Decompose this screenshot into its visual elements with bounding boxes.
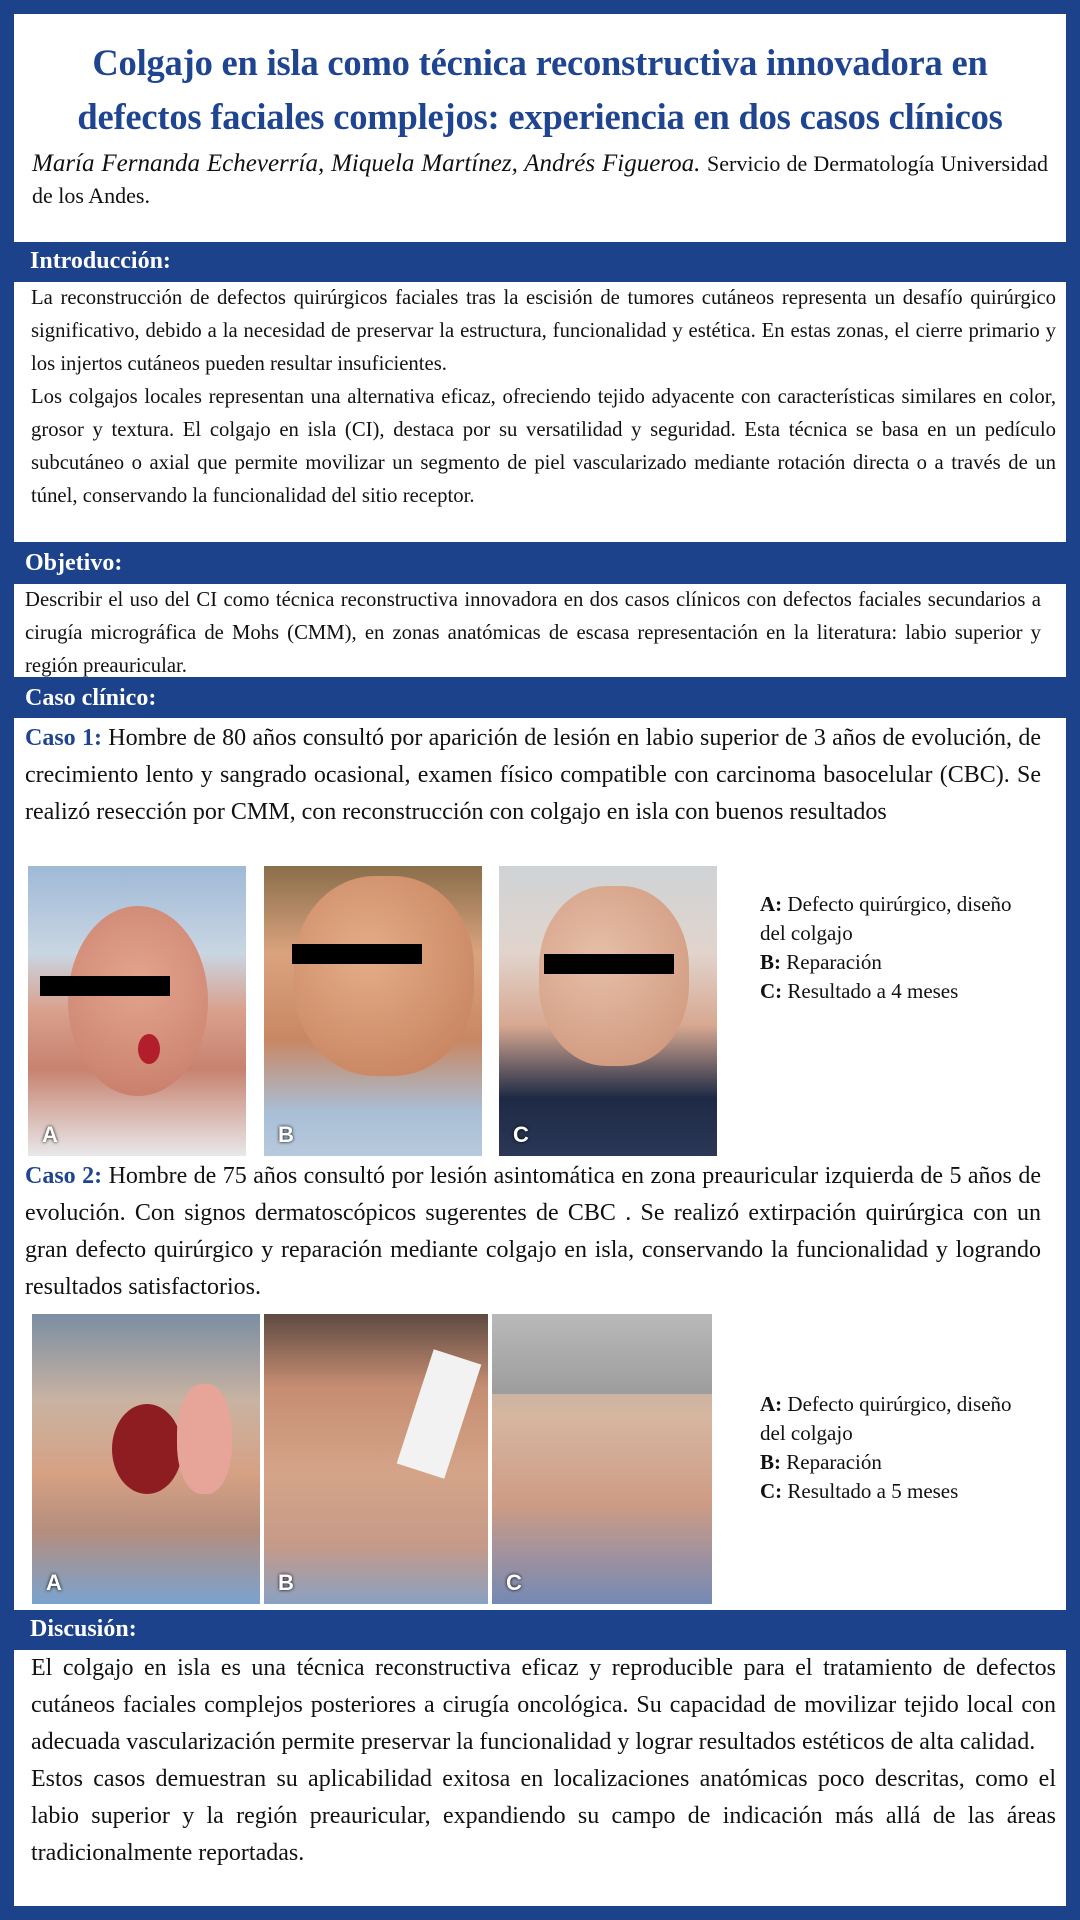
photo-label-c-2: C [506,1570,522,1595]
case-section [14,718,1066,1610]
case2-photo-b [264,1314,488,1604]
case1-legend: A: Defecto quirúrgico, diseño del colgajo B: Reparación C: Resultado a 4 meses [760,892,1012,1003]
objective-paragraph: Describir el uso del CI como técnica reconstructiva innovadora en dos casos clínicos con defectos faciales secundarios a cirugía micrográfica de Mohs (CMM), en zonas anatómicas de escasa representación en la literatura: labio superior y región preauricular. [25,589,1041,677]
author-names: María Fernanda Echeverría, Miquela Martínez, Andrés Figueroa. [32,150,701,177]
case2-text: Hombre de 75 años consultó por lesión asintomática en zona preauricular izquierda de 5 años de evolución. Con signos dermatoscópicos sugerentes de CBC . Se realizó extirpación quirúrgica con un gran defecto quirúrgico y reparación mediante colgajo en isla, conservando la funcionalidad y logrando resultados satisfactorios. [25,1163,1042,1300]
case1-b-eye-bar [292,944,422,964]
objective-heading: Objetivo: [25,550,123,576]
case1-c-eye-bar [544,954,674,974]
case2-paragraph [25,1158,1041,1306]
photo-label-b: B [278,1122,294,1147]
photo-label-c: C [513,1122,529,1147]
photo-label-a-2: A [46,1570,62,1595]
discussion-paragraph-1: El colgajo en isla es una técnica reconstructiva eficaz y reproducible para el tratamiento de defectos cutáneos faciales complejos posteriores a cirugía oncológica. Su capacidad de movilizar tejido local con adecuada vascularización permite preservar la funcionalidad y lograr resultados estéticos de alta calidad. [31,1655,1056,1755]
title-block [14,14,1066,242]
discussion-section [14,1650,1066,1906]
case1-label: Caso 1: [25,725,102,751]
photo-label-b-2: B [278,1570,294,1595]
case2-label: Caso 2: [25,1163,103,1189]
case1-photo-c [499,866,717,1156]
authors-line [32,148,1048,212]
case1-a-eye-bar [40,976,170,996]
poster-title: Colgajo en isla como técnica reconstructiva innovadora en defectos faciales complejos: experiencia en dos casos clínicos [77,42,1003,137]
case-heading: Caso clínico: [25,685,157,711]
photo-label-a: A [42,1122,58,1147]
case2-legend: A: Defecto quirúrgico, diseño del colgajo B: Reparación C: Resultado a 5 meses [760,1392,1012,1503]
intro-paragraph-2: Los colgajos locales representan una alternativa eficaz, ofreciendo tejido adyacente con características similares en color, grosor y textura. El colgajo en isla (CI), destaca por su versatilidad y seguridad. Esta técnica se basa en un pedículo subcutáneo o axial que permite movilizar un segmento de piel vascularizado mediante rotación directa o a través de un túnel, conservando la funcionalidad del sitio receptor. [31,386,1056,507]
case2-photo-a [32,1314,260,1604]
case2-photo-c [492,1314,712,1604]
intro-paragraph-1: La reconstrucción de defectos quirúrgicos faciales tras la escisión de tumores cutáneos representa un desafío quirúrgico significativo, debido a la necesidad de preservar la estructura, funcionalidad y estética. En estas zonas, el cierre primario y los injertos cutáneos pueden resultar insuficientes. [31,287,1056,375]
case1-photo-b [264,866,482,1156]
affiliation: Servicio de Dermatología Universidad de los Andes. [32,151,1048,208]
objective-section [14,584,1066,677]
case1-text: Hombre de 80 años consultó por aparición de lesión en labio superior de 3 años de evolución, de crecimiento lento y sangrado ocasional, examen físico compatible con carcinoma basocelular (CBC). Se realizó resección por CMM, con reconstrucción con colgajo en isla con buenos resultados [25,725,1042,825]
intro-section [14,282,1066,542]
case1-photo-a [28,866,246,1156]
intro-heading: Introducción: [30,248,171,274]
case1-paragraph [25,720,1041,831]
discussion-heading: Discusión: [30,1616,137,1642]
discussion-paragraph-2: Estos casos demuestran su aplicabilidad exitosa en localizaciones anatómicas poco descritas, como el labio superior y la región preauricular, expandiendo su campo de indicación más allá de las áreas tradicionalmente reportadas. [31,1766,1056,1866]
